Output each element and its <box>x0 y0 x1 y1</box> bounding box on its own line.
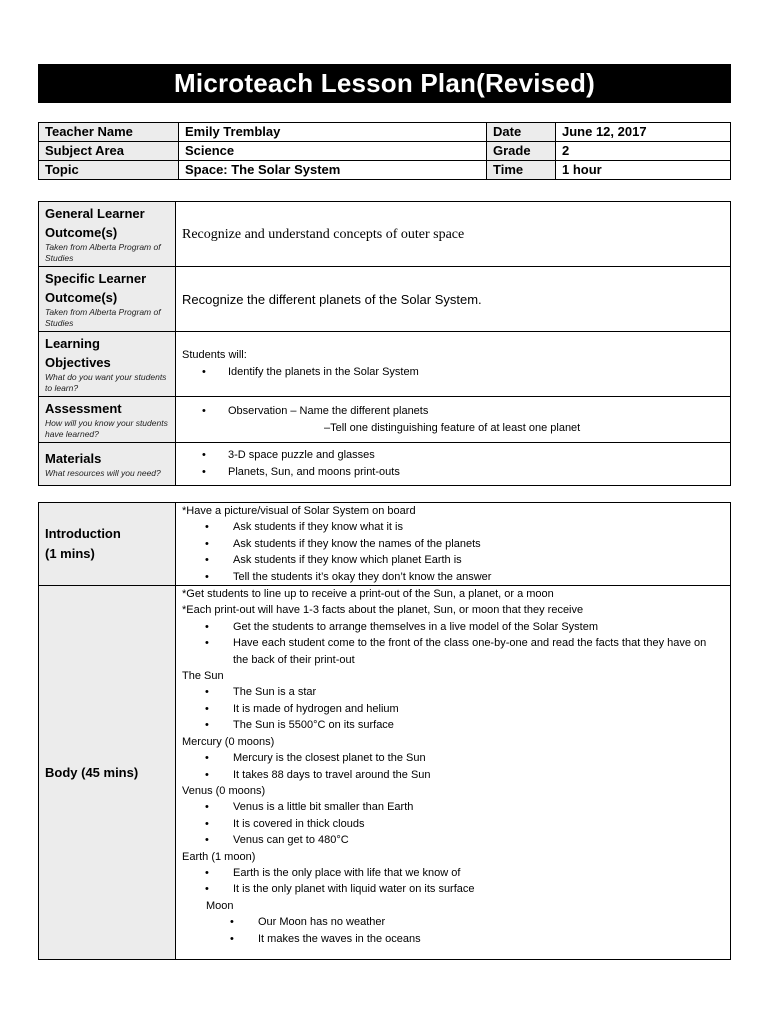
body-key: Body (45 mins) <box>39 586 176 960</box>
table-row <box>39 142 731 161</box>
assessment-continuation: –Tell one distinguishing feature of at least one planet <box>324 421 581 434</box>
intro-duration: (1 mins) <box>45 546 95 562</box>
list-item: • Have each student come to the front of the class one-by-one and read the facts that they have on the back of their print-out <box>227 635 724 668</box>
body-value <box>176 586 731 960</box>
list-item: • Tell the students it’s okay they don’t know the answer <box>227 569 724 585</box>
lesson-procedure-table <box>38 502 731 960</box>
intro-label: Introduction <box>45 526 121 542</box>
table-row <box>39 586 731 960</box>
list-item: • Observation – Name the different planets <box>222 403 724 420</box>
grade-label: Grade <box>487 142 556 161</box>
table-row <box>39 161 731 180</box>
venus-heading: Venus (0 moons) <box>182 784 266 797</box>
materials-heading: Materials <box>45 451 102 466</box>
page-title: Microteach Lesson Plan(Revised) <box>38 64 731 103</box>
sun-heading: The Sun <box>182 670 224 683</box>
teacher-value: Emily Tremblay <box>179 123 487 142</box>
table-row <box>39 443 731 486</box>
list-item: • Planets, Sun, and moons print-outs <box>222 464 724 481</box>
materials-key <box>39 443 176 486</box>
list-item: • It makes the waves in the oceans <box>252 931 724 947</box>
list-item: • Get the students to arrange themselves in a live model of the Solar System <box>227 619 724 635</box>
subject-value: Science <box>179 142 487 161</box>
glo-key <box>39 202 176 267</box>
time-label: Time <box>487 161 556 180</box>
glo-heading: General Learner Outcome(s) <box>45 206 145 240</box>
lesson-info-table <box>38 122 731 180</box>
table-row <box>39 332 731 397</box>
moon-heading: Moon <box>206 899 234 912</box>
topic-label: Topic <box>39 161 179 180</box>
objectives-subtitle: What do you want your students to learn? <box>45 372 167 393</box>
table-row <box>39 123 731 142</box>
intro-value <box>176 503 731 586</box>
table-row <box>39 267 731 332</box>
topic-value: Space: The Solar System <box>179 161 487 180</box>
list-item: • The Sun is a star <box>227 684 724 700</box>
date-label: Date <box>487 123 556 142</box>
materials-subtitle: What resources will you need? <box>45 468 161 478</box>
list-item: • It is the only planet with liquid water on its surface <box>227 881 724 897</box>
list-item: • Venus can get to 480°C <box>227 832 724 848</box>
table-row <box>39 202 731 267</box>
outcomes-table <box>38 201 731 486</box>
slo-value: Recognize the different planets of the Solar System. <box>176 267 731 332</box>
earth-heading: Earth (1 moon) <box>182 850 256 863</box>
subject-label: Subject Area <box>39 142 179 161</box>
body-lead-1: *Get students to line up to receive a print-out of the Sun, a planet, or a moon <box>182 588 554 601</box>
list-item: • It is made of hydrogen and helium <box>227 701 724 717</box>
teacher-label: Teacher Name <box>39 123 179 142</box>
intro-lead: *Have a picture/visual of Solar System on board <box>182 505 416 517</box>
slo-heading: Specific Learner Outcome(s) <box>45 271 147 305</box>
objectives-heading: Learning Objectives <box>45 336 111 370</box>
assessment-heading: Assessment <box>45 401 122 416</box>
slo-key <box>39 267 176 332</box>
list-item: • 3-D space puzzle and glasses <box>222 447 724 464</box>
slo-subtitle: Taken from Alberta Program of Studies <box>45 307 161 328</box>
objectives-key <box>39 332 176 397</box>
time-value: 1 hour <box>556 161 731 180</box>
objectives-value <box>176 332 731 397</box>
objectives-intro: Students will: <box>182 349 247 361</box>
grade-value: 2 <box>556 142 731 161</box>
list-item: • Ask students if they know which planet Earth is <box>227 552 724 568</box>
assessment-subtitle: How will you know your students have learned? <box>45 418 168 439</box>
list-item: • Our Moon has no weather <box>252 914 724 930</box>
mercury-heading: Mercury (0 moons) <box>182 735 275 748</box>
list-item: • Mercury is the closest planet to the Sun <box>227 750 724 766</box>
date-value: June 12, 2017 <box>556 123 731 142</box>
materials-value <box>176 443 731 486</box>
assessment-key <box>39 397 176 443</box>
table-row <box>39 397 731 443</box>
list-item: • Earth is the only place with life that we know of <box>227 865 724 881</box>
table-row <box>39 503 731 586</box>
list-item: • Venus is a little bit smaller than Earth <box>227 799 724 815</box>
list-item: • Ask students if they know what it is <box>227 519 724 535</box>
intro-key <box>39 503 176 586</box>
assessment-value <box>176 397 731 443</box>
body-lead-2: *Each print-out will have 1-3 facts about the planet, Sun, or moon that they receive <box>182 604 584 617</box>
glo-value: Recognize and understand concepts of outer space <box>176 202 731 267</box>
list-item: • The Sun is 5500°C on its surface <box>227 717 724 733</box>
list-item: • Identify the planets in the Solar System <box>222 364 724 381</box>
list-item: • Ask students if they know the names of the planets <box>227 536 724 552</box>
glo-subtitle: Taken from Alberta Program of Studies <box>45 242 161 263</box>
list-item: • It takes 88 days to travel around the Sun <box>227 767 724 783</box>
list-item: • It is covered in thick clouds <box>227 816 724 832</box>
